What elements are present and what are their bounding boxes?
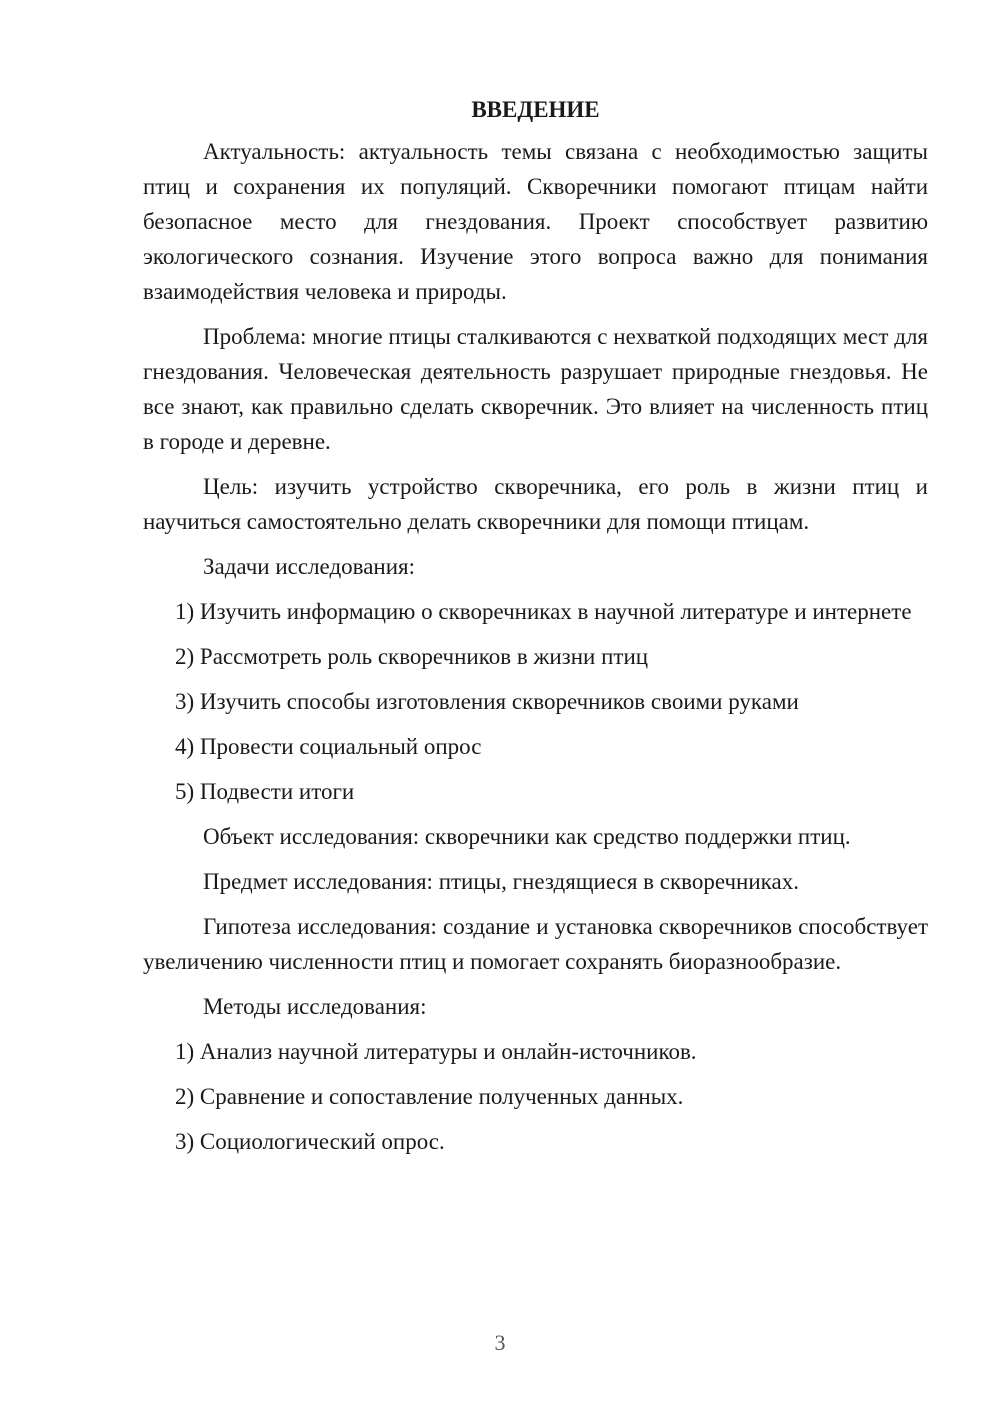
task-item-3: 3) Изучить способы изготовления скворечников своими руками (175, 689, 799, 714)
method-item-2: 2) Сравнение и сопоставление полученных данных. (175, 1084, 684, 1109)
task-item-2: 2) Рассмотреть роль скворечников в жизни птиц (175, 644, 649, 669)
page-number: 3 (494, 1330, 506, 1355)
task-item-4: 4) Провести социальный опрос (175, 734, 482, 759)
method-item-1: 1) Анализ научной литературы и онлайн-источников. (175, 1039, 697, 1064)
paragraph-subject: Предмет исследования: птицы, гнездящиеся в скворечниках. (203, 869, 799, 894)
methods-label: Методы исследования: (203, 994, 427, 1019)
method-item-3: 3) Социологический опрос. (175, 1129, 445, 1154)
section-title: ВВЕДЕНИЕ (471, 97, 600, 122)
task-item-1: 1) Изучить информацию о скворечниках в научной литературе и интернете (175, 599, 912, 624)
paragraph-object: Объект исследования: скворечники как средство поддержки птиц. (203, 824, 851, 849)
document-page (143, 92, 928, 1169)
paragraph-goal: Цель: изучить устройство скворечника, его роль в жизни птиц и научиться самостоятельно делать скворечники для помощи птицам. (143, 474, 928, 534)
paragraph-problem: Проблема: многие птицы сталкиваются с нехваткой подходящих мест для гнездования. Человеческая деятельность разрушает природные гнездовья. Не все знают, как правильно сделать скворечник. Это влияет на численность птиц в городе и деревне. (143, 324, 928, 454)
tasks-label: Задачи исследования: (203, 554, 416, 579)
task-item-5: 5) Подвести итоги (175, 779, 355, 804)
paragraph-relevance: Актуальность: актуальность темы связана с необходимостью защиты птиц и сохранения их популяций. Скворечники помогают птицам найти безопасное место для гнездования. Проект способствует развитию экологического сознания. Изучение этого вопроса важно для понимания взаимодействия человека и природы. (143, 139, 928, 304)
paragraph-hypothesis: Гипотеза исследования: создание и установка скворечников способствует увеличению численности птиц и помогает сохранять биоразнообразие. (143, 914, 928, 974)
